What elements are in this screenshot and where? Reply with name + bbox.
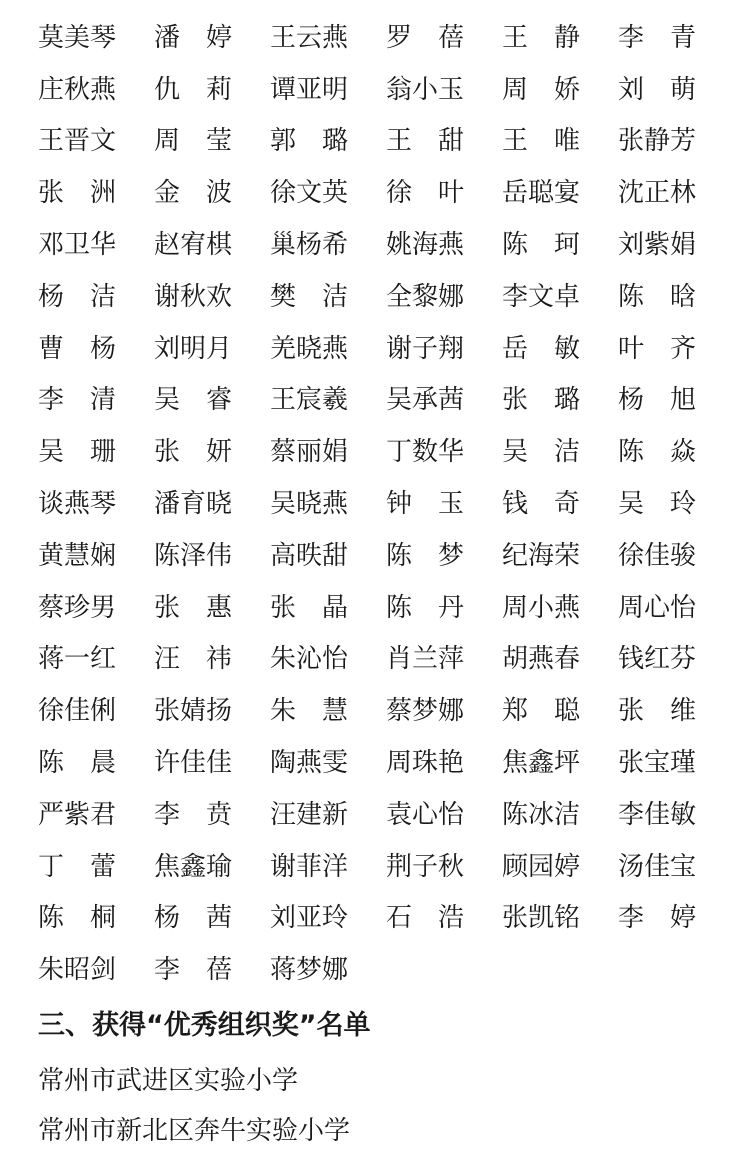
person-name: 蒋梦娜 [270, 955, 349, 986]
person-name: 顾园婷 [502, 851, 581, 882]
person-name: 汪 祎 [154, 644, 233, 675]
person-name: 谈燕琴 [38, 489, 117, 520]
person-name: 汤佳宝 [618, 851, 697, 882]
person-name: 钟 玉 [386, 489, 465, 520]
person-name: 纪海荣 [502, 540, 581, 571]
person-name: 羌晓燕 [270, 333, 349, 364]
person-name: 徐 叶 [386, 178, 465, 209]
person-name: 张 洲 [38, 178, 117, 209]
person-name: 徐文英 [270, 178, 349, 209]
person-name: 翁小玉 [386, 74, 465, 105]
person-name: 王宸羲 [270, 385, 349, 416]
person-name: 王 唯 [502, 126, 581, 157]
person-name: 张 维 [618, 696, 697, 727]
person-name: 谢菲洋 [270, 851, 349, 882]
person-name: 李文卓 [502, 281, 581, 312]
person-name: 钱 奇 [502, 489, 581, 520]
person-name: 李 婷 [618, 903, 697, 934]
person-name: 全黎娜 [386, 281, 465, 312]
person-name: 陈 焱 [618, 437, 697, 468]
person-name: 叶 齐 [618, 333, 697, 364]
person-name: 谭亚明 [270, 74, 349, 105]
person-name: 王云燕 [270, 22, 349, 53]
person-name: 张静芳 [618, 126, 697, 157]
person-name: 潘育晓 [154, 489, 233, 520]
person-name: 吴 睿 [154, 385, 233, 416]
person-name: 潘 婷 [154, 22, 233, 53]
person-name: 周小燕 [502, 592, 581, 623]
person-name: 石 浩 [386, 903, 465, 934]
person-name: 徐佳骏 [618, 540, 697, 571]
person-name: 莫美琴 [38, 22, 117, 53]
person-name: 汪建新 [270, 799, 349, 830]
person-name: 曹 杨 [38, 333, 117, 364]
person-name: 李 清 [38, 385, 117, 416]
person-name: 蔡珍男 [38, 592, 117, 623]
person-name: 陈冰洁 [502, 799, 581, 830]
person-name: 邓卫华 [38, 230, 117, 261]
person-name: 吴 珊 [38, 437, 117, 468]
organization-name: 常州市新北区奔牛实验小学 [38, 1116, 351, 1147]
person-name: 张 惠 [154, 592, 233, 623]
person-name: 蒋一红 [38, 644, 117, 675]
person-name: 张宝瑾 [618, 748, 697, 779]
person-name: 荆子秋 [386, 851, 465, 882]
person-name: 钱红芬 [618, 644, 697, 675]
person-name: 陈 梦 [386, 540, 465, 571]
person-name: 李 贲 [154, 799, 233, 830]
person-name: 王 静 [502, 22, 581, 53]
person-name: 谢子翔 [386, 333, 465, 364]
person-name: 杨 洁 [38, 281, 117, 312]
person-name: 高昳甜 [270, 540, 349, 571]
person-name: 李 青 [618, 22, 697, 53]
person-name: 陈 桐 [38, 903, 117, 934]
person-name: 陈 晨 [38, 748, 117, 779]
person-name: 姚海燕 [386, 230, 465, 261]
person-name: 朱昭剑 [38, 955, 117, 986]
person-name: 张婧扬 [154, 696, 233, 727]
person-name: 刘亚玲 [270, 903, 349, 934]
person-name: 樊 洁 [270, 281, 349, 312]
person-name: 焦鑫瑜 [154, 851, 233, 882]
person-name: 岳 敏 [502, 333, 581, 364]
person-name: 蔡丽娟 [270, 437, 349, 468]
person-name: 周 莹 [154, 126, 233, 157]
person-name: 吴晓燕 [270, 489, 349, 520]
person-name: 许佳佳 [154, 748, 233, 779]
person-name: 丁 蕾 [38, 851, 117, 882]
person-name: 仇 莉 [154, 74, 233, 105]
organization-name: 常州市武进区实验小学 [38, 1066, 299, 1097]
person-name: 朱沁怡 [270, 644, 349, 675]
person-name: 陶燕雯 [270, 748, 349, 779]
person-name: 罗 蓓 [386, 22, 465, 53]
person-name: 刘 萌 [618, 74, 697, 105]
person-name: 张凯铭 [502, 903, 581, 934]
person-name: 沈正林 [618, 178, 697, 209]
person-name: 吴 洁 [502, 437, 581, 468]
person-name: 郭 璐 [270, 126, 349, 157]
person-name: 朱 慧 [270, 696, 349, 727]
person-name: 李 蓓 [154, 955, 233, 986]
person-name: 刘明月 [154, 333, 233, 364]
person-name: 陈泽伟 [154, 540, 233, 571]
person-name: 王晋文 [38, 126, 117, 157]
person-name: 陈 丹 [386, 592, 465, 623]
person-name: 焦鑫坪 [502, 748, 581, 779]
person-name: 赵宥棋 [154, 230, 233, 261]
person-name: 杨 茜 [154, 903, 233, 934]
person-name: 张 晶 [270, 592, 349, 623]
person-name: 杨 旭 [618, 385, 697, 416]
person-name: 刘紫娟 [618, 230, 697, 261]
person-name: 王 甜 [386, 126, 465, 157]
person-name: 严紫君 [38, 799, 117, 830]
person-name: 李佳敏 [618, 799, 697, 830]
person-name: 周珠艳 [386, 748, 465, 779]
person-name: 丁数华 [386, 437, 465, 468]
person-name: 徐佳俐 [38, 696, 117, 727]
section-heading: 三、获得“优秀组织奖”名单 [38, 1010, 371, 1042]
person-name: 肖兰萍 [386, 644, 465, 675]
person-name: 周心怡 [618, 592, 697, 623]
person-name: 吴 玲 [618, 489, 697, 520]
person-name: 蔡梦娜 [386, 696, 465, 727]
person-name: 庄秋燕 [38, 74, 117, 105]
organization-list [38, 1056, 705, 1156]
person-name: 胡燕春 [502, 644, 581, 675]
person-name: 黄慧娴 [38, 540, 117, 571]
person-name: 陈 珂 [502, 230, 581, 261]
person-name: 张 璐 [502, 385, 581, 416]
person-name: 金 波 [154, 178, 233, 209]
person-name: 巢杨希 [270, 230, 349, 261]
person-name: 陈 晗 [618, 281, 697, 312]
award-name-list [38, 12, 705, 996]
person-name: 郑 聪 [502, 696, 581, 727]
person-name: 岳聪宴 [502, 178, 581, 209]
person-name: 袁心怡 [386, 799, 465, 830]
person-name: 张 妍 [154, 437, 233, 468]
person-name: 谢秋欢 [154, 281, 233, 312]
person-name: 周 娇 [502, 74, 581, 105]
person-name: 吴承茜 [386, 385, 465, 416]
